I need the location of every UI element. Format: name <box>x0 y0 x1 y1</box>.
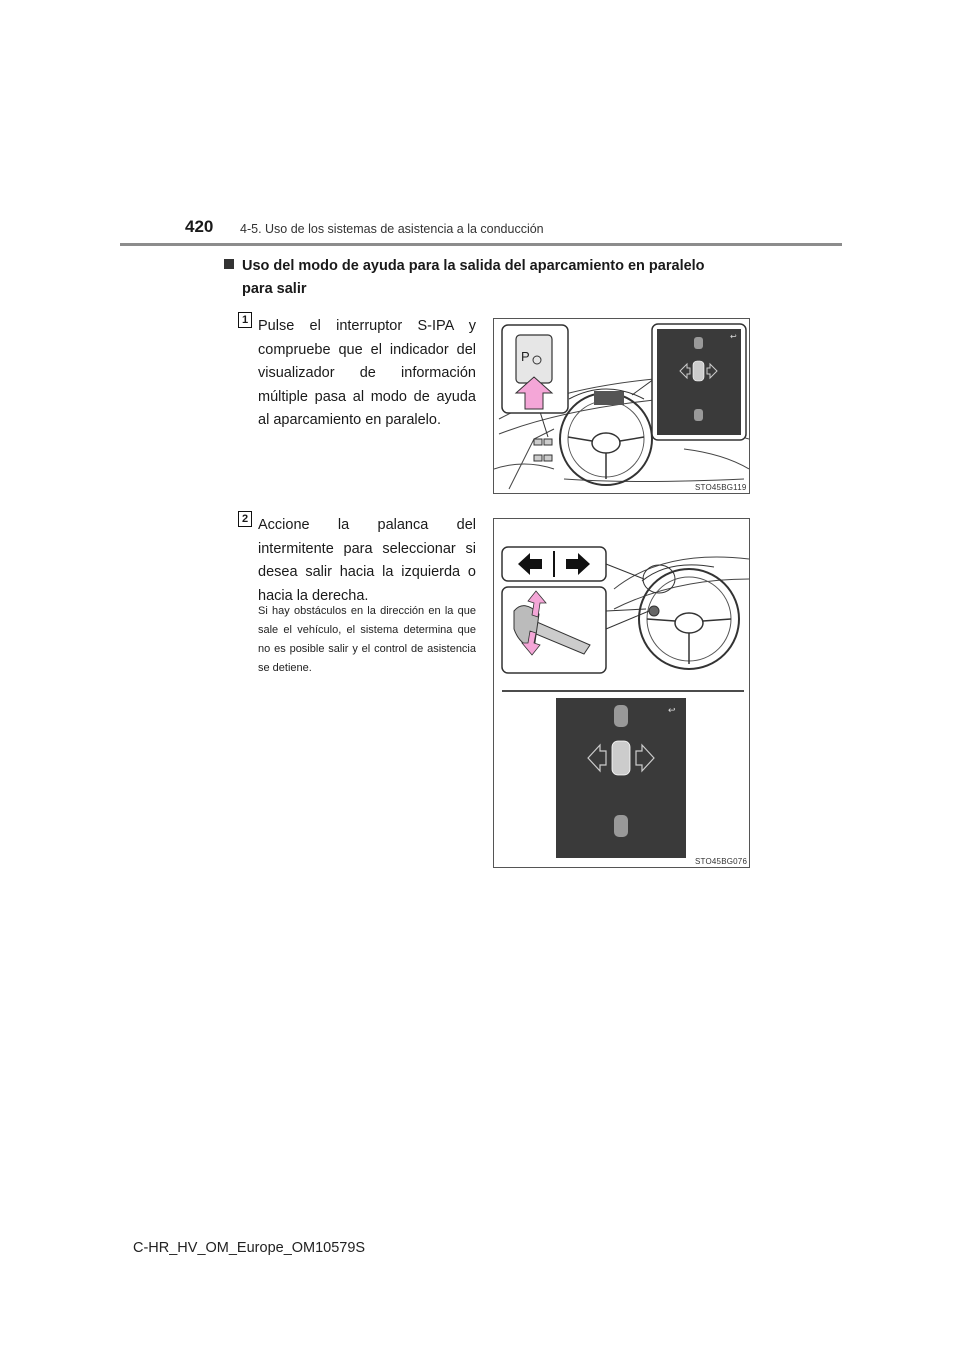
figure-turn-signal-lever <box>493 518 750 868</box>
page-number: 420 <box>185 217 214 236</box>
footer-doc-id: C-HR_HV_OM_Europe_OM10579S <box>133 1240 366 1256</box>
figure-s-ipa-switch <box>493 318 750 494</box>
figure-1-code: STO45BG119 <box>695 483 747 492</box>
step-1-badge: 1 <box>238 312 252 328</box>
svg-text:↩: ↩ <box>730 332 737 341</box>
chapter-title: 4-5. Uso de los sistemas de asistencia a la conducción <box>240 222 544 236</box>
figure-2-code: STO45BG076 <box>695 857 748 866</box>
step-1-text: Pulse el interruptor S-IPA y compruebe que el indicador del visualizador de información múltiple pasa al modo de ayuda al aparcamiento en paralelo. <box>258 318 476 428</box>
step-2-badge: 2 <box>238 511 252 527</box>
square-bullet-icon <box>224 259 234 269</box>
step-2-note: Si hay obstáculos en la dirección en la que sale el vehículo, el sistema determina que no es posible salir y el control de asistencia se detiene. <box>258 605 476 674</box>
section-heading-line2: para salir <box>242 281 307 297</box>
s-ipa-switch-label: P <box>521 349 530 364</box>
section-heading <box>224 255 752 301</box>
dashboard-illustration <box>494 319 750 494</box>
svg-text:↩: ↩ <box>668 705 676 715</box>
section-heading-line1: Uso del modo de ayuda para la salida del aparcamiento en paralelo <box>242 258 705 274</box>
header-rule <box>120 243 842 246</box>
lever-and-display-illustration <box>494 519 750 868</box>
step-2-text: Accione la palanca del intermitente para seleccionar si desea salir hacia la izquierda o hacia la derecha. <box>258 517 476 604</box>
